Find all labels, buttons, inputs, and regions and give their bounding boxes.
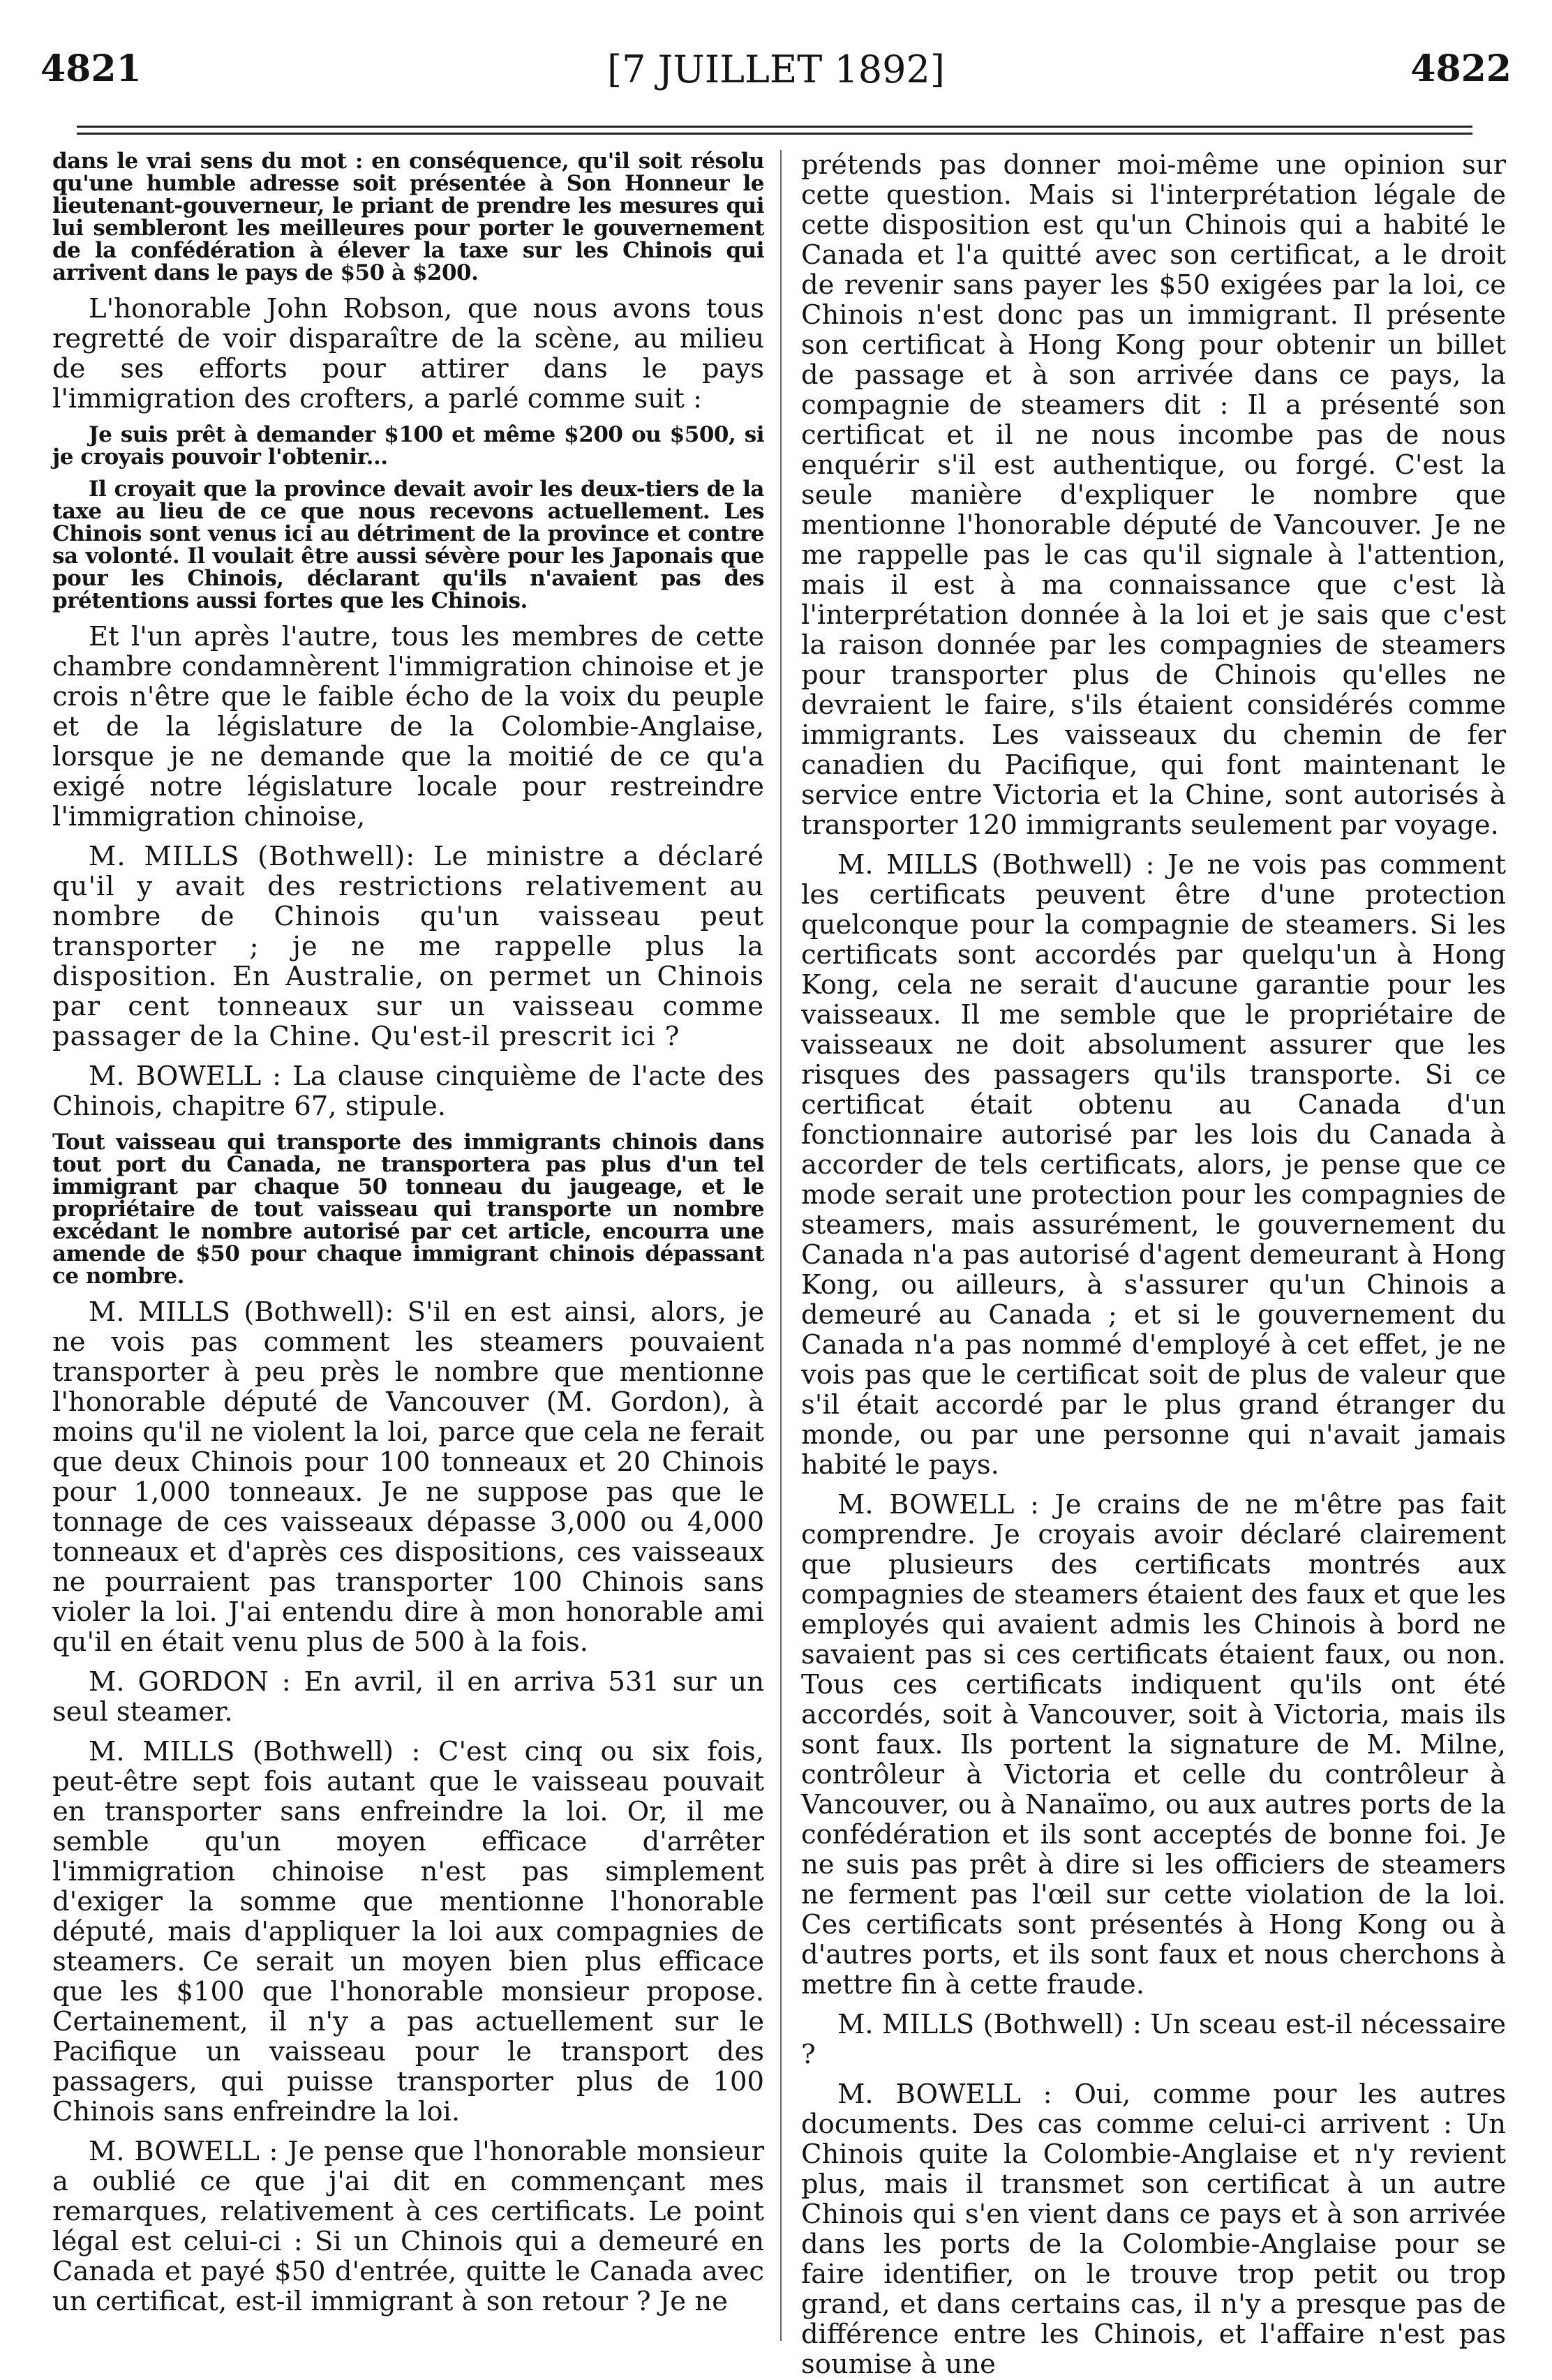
page-header <box>0 0 1552 112</box>
resolution-text: dans le vrai sens du mot : en conséquence, qu'il soit résolu qu'une humble adresse soit présentée à Son Honneur le lieutenant-gouverneur, le priant de prendre les mesures qui lui sembleront les meilleures pour porter le gouvernement de la confédération à élever la taxe sur les Chinois qui arrivent dans le pays de $50 à $200. <box>52 149 764 285</box>
right-page-number: 4822 <box>1410 47 1512 90</box>
speech-paragraph: M. BOWELL : La clause cinquième de l'acte des Chinois, chapitre 67, stipule. <box>52 1061 764 1122</box>
page-date: [7 JUILLET 1892] <box>607 47 945 91</box>
header-rule-bottom <box>77 133 1472 135</box>
speech-paragraph: M. BOWELL : Oui, comme pour les autres documents. Des cas comme celui-ci arrivent : Un Chinois quite la Colombie-Anglaise et n'y revient plus, mais il transmet son certificat à un autre Chinois qui s'en vient dans ce pays et à son arrivée dans les ports de la Colombie-Anglaise pour se faire identifier, on le trouve trop petit ou trop grand, et dans certains cas, il n'y a presque pas de différence entre les Chinois, et l'affaire n'est pas soumise à une <box>801 2079 1506 2380</box>
speech-paragraph: M. MILLS (Bothwell) : Un sceau est-il nécessaire ? <box>801 2009 1506 2070</box>
quotation: Il croyait que la province devait avoir les deux-tiers de la taxe au lieu de ce que nous recevons actuellement. Les Chinois sont venus ici au détriment de la province et contre sa volonté. Il voulait être aussi sévère pour les Japonais que pour les Chinois, déclarant qu'ils n'avaient pas des prétentions aussi fortes que les Chinois. <box>52 477 764 613</box>
statute-quotation: Tout vaisseau qui transporte des immigrants chinois dans tout port du Canada, ne transportera pas plus d'un tel immigrant par chaque 50 tonneau du jaugeage, et le propriétaire de tout vaisseau qui transporte un nombre excédant le nombre autorisé par cet article, encourra une amende de $50 pour chaque immigrant chinois dépassant ce nombre. <box>52 1130 764 1289</box>
left-column <box>52 150 764 2355</box>
speech-paragraph: M. BOWELL : Je crains de ne m'être pas fait comprendre. Je croyais avoir déclaré clairement que plusieurs des certificats montrés aux compagnies de steamers étaient des faux et que les employés qui avaient admis les Chinois à bord ne savaient pas si ces certificats étaient faux, ou non. Tous ces certificats indiquent qu'ils ont été accordés, soit à Vancouver, soit à Victoria, mais ils sont faux. Ils portent la signature de M. Milne, contrôleur à Victoria et celle du contrôleur à Vancouver, ou à Nanaïmo, ou aux autres ports de la confédération et ils sont acceptés de bonne foi. Je ne suis pas prêt à dire si les officiers de steamers ne ferment pas l'œil sur cette violation de la loi. Ces certificats sont présentés à Hong Kong ou à d'autres ports, et ils sont faux et nous cherchons à mettre fin à cette fraude. <box>801 1489 1506 2000</box>
column-divider <box>780 150 782 2341</box>
left-page-number: 4821 <box>40 47 142 90</box>
speech-paragraph: M. BOWELL : Je pense que l'honorable monsieur a oublié ce que j'ai dit en commençant mes remarques, relativement à ces certificats. Le point légal est celui-ci : Si un Chinois qui a demeuré en Canada et payé $50 d'entrée, quitte le Canada avec un certificat, est-il immigrant à son retour ? Je ne <box>52 2136 764 2317</box>
speech-paragraph: M. MILLS (Bothwell): Le ministre a déclaré qu'il y avait des restrictions relativement au nombre de Chinois qu'un vaisseau peut transporter ; je ne me rappelle plus la disposition. En Australie, on permet un Chinois par cent tonneaux sur un vaisseau comme passager de la Chine. Qu'est-il prescrit ici ? <box>52 841 764 1052</box>
quotation: Je suis prêt à demander $100 et même $200 ou $500, si je croyais pouvoir l'obtenir... <box>52 422 764 470</box>
paragraph: prétends pas donner moi-même une opinion sur cette question. Mais si l'interprétation légale de cette disposition est qu'un Chinois qui a habité le Canada et l'a quitté avec son certificat, a le droit de revenir sans payer les $50 exigées par la loi, ce Chinois n'est donc pas un immigrant. Il présente son certificat à Hong Kong pour obtenir un billet de passage et à son arrivée dans ce pays, la compagnie de steamers dit : Il a présenté son certificat et il ne nous incombe pas de nous enquérir s'il est authentique, ou forgé. C'est la seule manière d'expliquer le nombre que mentionne l'honorable député de Vancouver. Je ne me rappelle pas le cas qu'il signale à l'attention, mais il est à ma connaissance que c'est là l'interprétation donnée à la loi et je sais que c'est la raison donnée par les compagnies de steamers pour transporter plus de Chinois qu'elles ne devraient le faire, s'ils étaient considérés comme immigrants. Les vaisseaux du chemin de fer canadien du Pacifique, qui font maintenant le service entre Victoria et la Chine, sont autorisés à transporter 120 immigrants seulement par voyage. <box>801 149 1506 841</box>
right-column <box>801 149 1506 2380</box>
speech-paragraph: M. GORDON : En avril, il en arriva 531 sur un seul steamer. <box>52 1666 764 1728</box>
speech-paragraph: M. MILLS (Bothwell) : C'est cinq ou six fois, peut-être sept fois autant que le vaisseau pouvait en transporter sans enfreindre la loi. Or, il me semble qu'un moyen efficace d'arrêter l'immigration chinoise n'est pas simplement d'exiger la somme que mentionne l'honorable député, mais d'appliquer la loi aux compagnies de steamers. Ce serait un moyen bien plus efficace que les $100 que l'honorable monsieur propose. Certainement, il n'y a pas actuellement sur le Pacifique un vaisseau pour le transport des passagers, qui puisse transporter plus de 100 Chinois sans enfreindre la loi. <box>52 1736 764 2127</box>
paragraph: L'honorable John Robson, que nous avons tous regretté de voir disparaître de la scène, au milieu de ses efforts pour attirer dans le pays l'immigration des crofters, a parlé comme suit : <box>52 293 764 414</box>
speech-paragraph: M. MILLS (Bothwell) : Je ne vois pas comment les certificats peuvent être d'une protection quelconque pour la compagnie de steamers. Si les certificats sont accordés par quelqu'un à Hong Kong, cela ne serait d'aucune garantie pour les vaisseaux. Il me semble que le propriétaire de vaisseaux ne doit absolument assurer que les risques des passagers qu'ils transporte. Si ce certificat était obtenu au Canada d'un fonctionnaire autorisé par les lois du Canada à accorder de tels certificats, alors, je pense que ce mode serait une protection pour les compagnies de steamers, mais assurément, le gouvernement du Canada n'a pas autorisé d'agent demeurant à Hong Kong, ou ailleurs, à s'assurer qu'un Chinois a demeuré au Canada ; et si le gouvernement du Canada n'a pas nommé d'employé à cet effet, je ne vois pas que le certificat soit de plus de valeur que s'il était accordé par le plus grand étranger du monde, ou par une personne qui n'avait jamais habité le pays. <box>801 849 1506 1481</box>
header-rule-top <box>77 126 1472 128</box>
paragraph: Et l'un après l'autre, tous les membres de cette chambre condamnèrent l'immigration chinoise et je crois n'être que le faible écho de la voix du peuple et de la législature de la Colombie-Anglaise, lorsque je ne demande que la moitié de ce qu'a exigé notre législature locale pour restreindre l'immigration chinoise, <box>52 621 764 832</box>
speech-paragraph: M. MILLS (Bothwell): S'il en est ainsi, alors, je ne vois pas comment les steamers pouvaient transporter à peu près le nombre que mentionne l'honorable député de Vancouver (M. Gordon), à moins qu'il ne violent la loi, parce que cela ne ferait que deux Chinois pour 100 tonneaux et 20 Chinois pour 1,000 tonneaux. Je ne suppose pas que le tonnage de ces vaisseaux dépasse 3,000 ou 4,000 tonneaux et d'après ces dispositions, ces vaisseaux ne pourraient pas transporter 100 Chinois sans violer la loi. J'ai entendu dire à mon honorable ami qu'il en était venu plus de 500 à la fois. <box>52 1296 764 1658</box>
